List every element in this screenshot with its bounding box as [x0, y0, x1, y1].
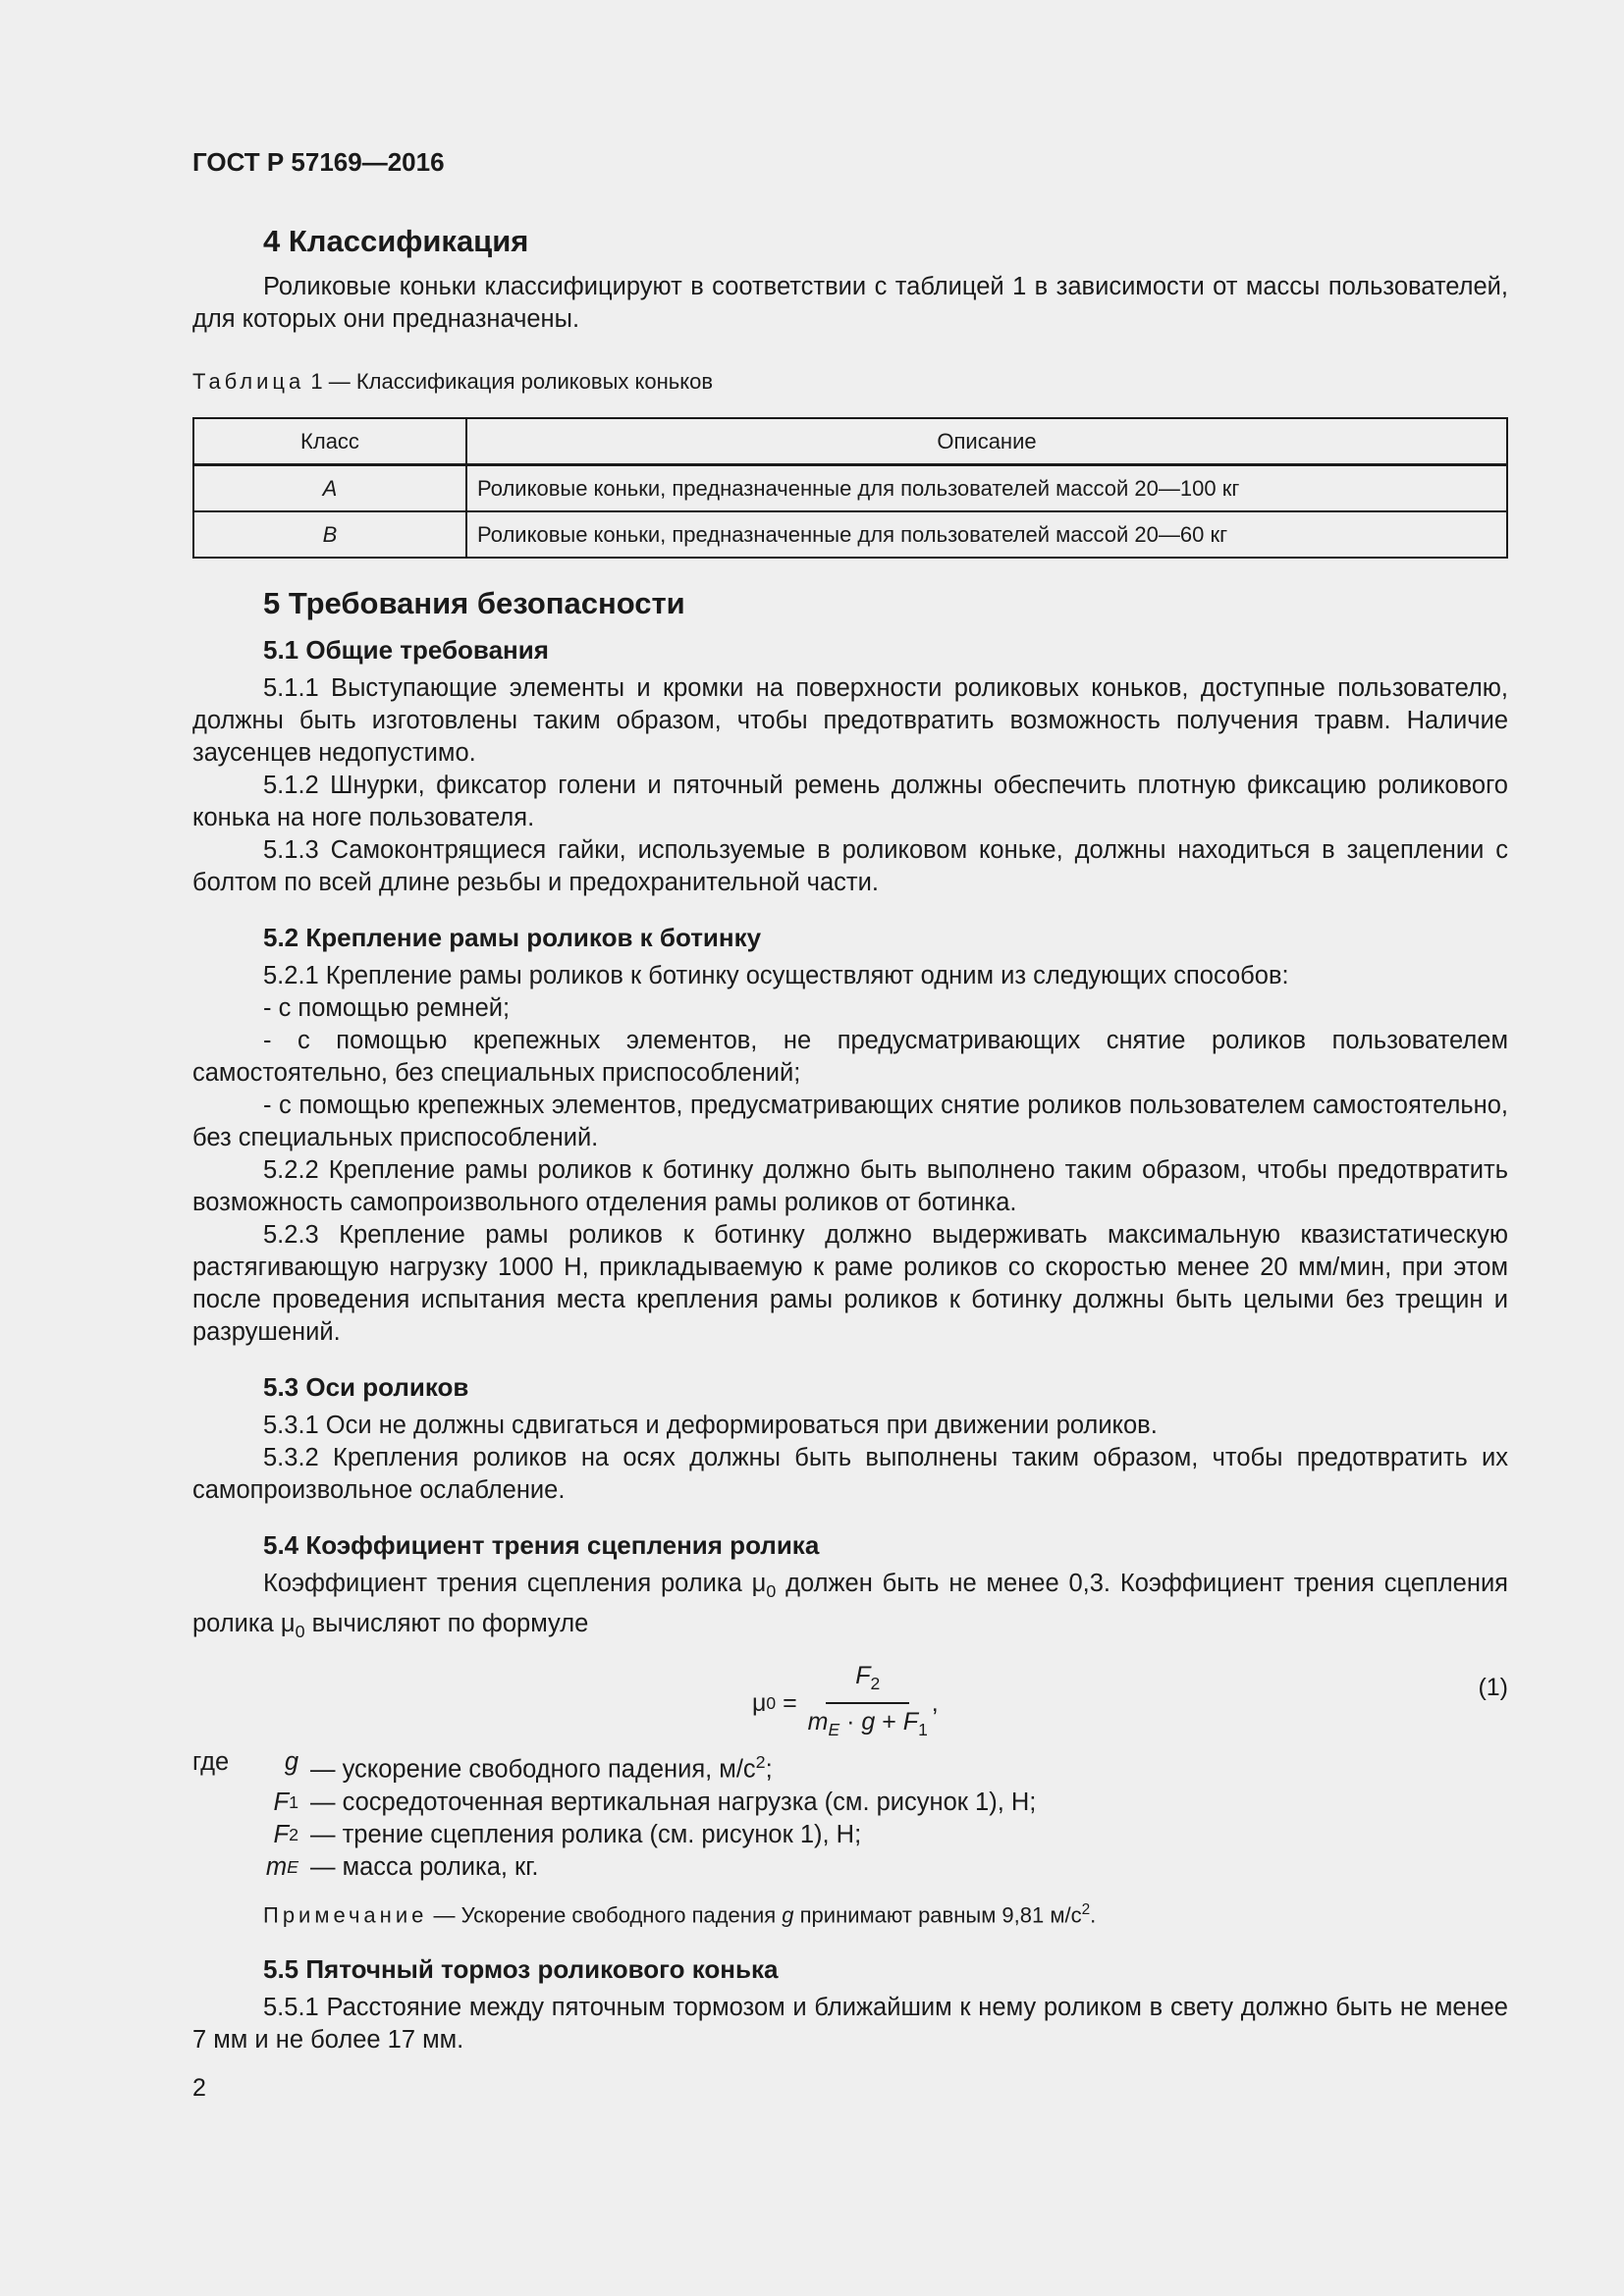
subsection-5-1-title: 5.1 Общие требования	[263, 635, 549, 665]
table-cell-class: A	[193, 465, 466, 512]
legend-row: где g — ускорение свободного падения, $м/с^2$;	[192, 1748, 773, 1784]
table-cell-class: B	[193, 511, 466, 558]
legend-row: F 1 — сосредоточенная вертикальная нагрузка (см. рисунок 1), Н;	[273, 1788, 1037, 1816]
table-caption-label: Таблица	[192, 369, 305, 394]
table-row	[193, 465, 1507, 512]
table-header-description: Описание	[466, 418, 1507, 465]
list-item: - с помощью крепежных элементов, предусматривающих снятие роликов пользователем самостоятельно, без специальных приспособлений.	[192, 1092, 1508, 1151]
paragraph-5-5-1: 5.5.1 Расстояние между пяточным тормозом и ближайшим к нему роликом в свету должно быть не менее 7 мм и не более 17 мм.	[192, 1994, 1508, 2055]
legend-row: m E — масса ролика, кг.	[265, 1852, 539, 1881]
paragraph-5-2-2: 5.2.2 Крепление рамы роликов к ботинку должно быть выполнено таким образом, чтобы предотвратить возможность самопроизвольного отделения рамы роликов от ботинка.	[192, 1156, 1508, 1216]
paragraph-5-3-1: 5.3.1 Оси не должны сдвигаться и деформироваться при движении роликов.	[263, 1412, 1158, 1439]
paragraph-5-1-3: 5.1.3 Самоконтрящиеся гайки, используемые в роликовом коньке, должны находиться в зацеплении с болтом по всей длине резьбы и предохранительной части.	[192, 836, 1508, 896]
section-5-title: 5 Требования безопасности	[263, 586, 685, 620]
table-header-class: Класс	[193, 418, 466, 465]
subsection-5-5-title: 5.5 Пяточный тормоз роликового конька	[263, 1954, 779, 1985]
formula-1	[192, 1660, 1508, 1740]
document-code: ГОСТ Р 57169—2016	[192, 147, 445, 177]
classification-table	[192, 417, 1508, 559]
formula-fraction: $\frac{F_2}{m_E \cdot g + F_1}$	[807, 1662, 928, 1740]
legend-row: F 2 — трение сцепления ролика (см. рисунок 1), Н;	[273, 1820, 862, 1848]
paragraph-5-3-2: 5.3.2 Крепления роликов на осях должны быть выполнены таким образом, чтобы предотвратить их самопроизвольное ослабление.	[192, 1444, 1508, 1504]
table-header-row	[193, 418, 1507, 465]
note-label: Примечание	[263, 1902, 428, 1928]
list-item: - с помощью крепежных элементов, не предусматривающих снятие роликов пользователем самостоятельно, без специальных приспособлений;	[192, 1027, 1508, 1087]
paragraph-5-1-2: 5.1.2 Шнурки, фиксатор голени и пяточный ремень должны обеспечить плотную фиксацию роликового конька на ноге пользователя.	[192, 772, 1508, 831]
paragraph-5-1-1: 5.1.1 Выступающие элементы и кромки на поверхности роликовых коньков, доступные пользователю, должны быть изготовлены таким образом, чтобы предотвратить возможность получения травм. Наличие заусенцев недопустимо.	[192, 674, 1508, 767]
note: Примечание — Ускорение свободного падения g принимают равным 9,81 $м/с^2$.	[263, 1900, 1097, 1928]
friction-coefficient-formula: μ 0 = $\frac{F_2}{m_E \cdot g + F_1}$ ,	[752, 1660, 939, 1746]
paragraph-5-4-intro: Коэффициент трения сцепления ролика $\mu_0$ должен быть не менее 0,3. Коэффициент трения сцепления ролика $\mu_0$ вычисляют по формуле	[192, 1570, 1508, 1642]
section-4-title: 4 Классификация	[263, 224, 529, 258]
formula-legend	[192, 1746, 1508, 1884]
subsection-5-2-title: 5.2 Крепление рамы роликов к ботинку	[263, 923, 762, 952]
list-item: - с помощью ремней;	[263, 994, 511, 1022]
table-caption-text: 1 — Классификация роликовых коньков	[310, 369, 714, 394]
subsection-5-4-title: 5.4 Коэффициент трения сцепления ролика	[263, 1530, 820, 1560]
page-number: 2	[192, 2074, 206, 2102]
formula-number: (1)	[1478, 1674, 1508, 1702]
table-cell-description: Роликовые коньки, предназначенные для пользователей массой 20—100 кг	[466, 465, 1507, 512]
paragraph-5-2-1: 5.2.1 Крепление рамы роликов к ботинку осуществляют одним из следующих способов:	[263, 962, 1289, 989]
subsection-5-3-title: 5.3 Оси роликов	[263, 1372, 469, 1402]
paragraph-5-2-3: 5.2.3 Крепление рамы роликов к ботинку должно выдерживать максимальную квазистатическую растягивающую нагрузку 1000 Н, прикладываемую к раме роликов со скоростью менее 20 мм/мин, при этом после проведения испытания места крепления рамы роликов к ботинку должны быть целыми без трещин и разрушений.	[192, 1221, 1508, 1346]
table-row	[193, 511, 1507, 558]
table-caption	[192, 365, 1508, 398]
table-cell-description: Роликовые коньки, предназначенные для пользователей массой 20—60 кг	[466, 511, 1507, 558]
section-4-intro: Роликовые коньки классифицируют в соответствии с таблицей 1 в зависимости от массы пользователей, для которых они предназначены.	[192, 273, 1508, 333]
page-content	[192, 222, 1508, 2056]
